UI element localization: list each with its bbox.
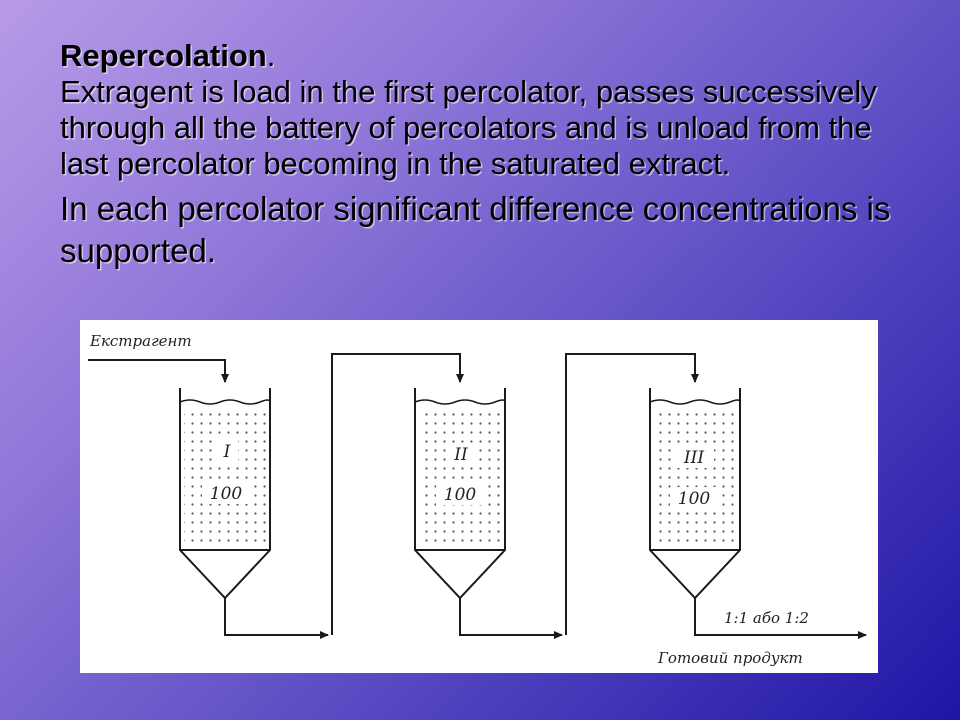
pipe-2-to-3 [460, 598, 562, 635]
title-period: . [266, 38, 276, 73]
pipe-1-to-2 [225, 598, 328, 635]
percolator-2-value: 100 [443, 485, 477, 505]
input-label: Екстрагент [90, 332, 192, 350]
percolator-3 [650, 388, 740, 598]
percolator-1-numeral: I [223, 442, 231, 462]
output-label: Готовий продукт [658, 649, 803, 667]
paragraph-2: In each percolator significant difference concentrations is supported. [60, 190, 891, 269]
percolator-2-numeral: II [454, 445, 468, 465]
paragraph-1-text: Extragent is load in the first percolator, passes successively through all the battery of percolators and is unload from the last percolator becoming in the saturated extract. [60, 74, 877, 181]
paragraph-1 [60, 38, 920, 182]
percolator-3-numeral: III [683, 448, 705, 468]
feed-arrow [88, 360, 225, 382]
percolator-3-value: 100 [677, 489, 711, 509]
slide-title: Repercolation [60, 38, 267, 73]
diagram-svg [80, 320, 878, 673]
percolation-diagram [80, 320, 878, 673]
ratio-label: 1:1 або 1:2 [724, 609, 809, 627]
percolator-2 [415, 388, 505, 598]
percolator-1-value: 100 [209, 484, 243, 504]
slide-text [60, 38, 920, 272]
percolator-1 [180, 388, 270, 598]
